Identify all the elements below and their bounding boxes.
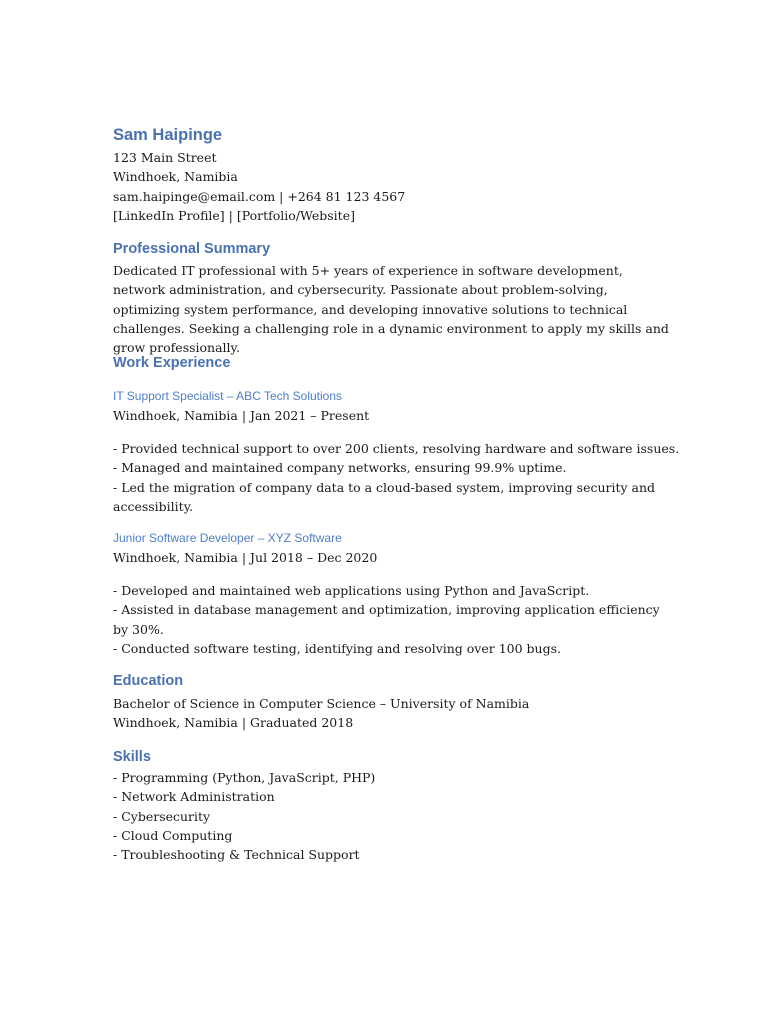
list-item: - Cybersecurity [113,808,211,824]
list-item: - Led the migration of company data to a cloud-based system, improving security and accessibility. [113,479,656,514]
job-bullets [113,581,673,658]
summary-paragraph: Dedicated IT professional with 5+ years of experience in software development, network administration, and cybersecurity. Passionate about problem-solving, optimizing system performance, and developing innovative solutions to technical challenges. Seeking a challenging role in a dynamic environment to apply my skills and grow professionally. [113,263,669,356]
contact-block [113,148,673,225]
list-item: - Assisted in database management and optimization, improving application efficiency by 30%. [113,602,660,637]
list-item: - Developed and maintained web applications using Python and JavaScript. [113,583,590,598]
education-meta: Windhoek, Namibia | Graduated 2018 [113,715,354,731]
summary-heading: Professional Summary [113,241,271,257]
job-meta [113,406,673,425]
contact-info: sam.haipinge@email.com | +264 81 123 4567 [113,188,406,204]
job-location-dates: Windhoek, Namibia | Jan 2021 – Present [113,408,370,423]
skills-heading: Skills [113,749,151,765]
summary-text [113,261,673,357]
list-item: - Programming (Python, JavaScript, PHP) [113,770,376,785]
list-item: - Conducted software testing, identifying and resolving over 100 bugs. [113,640,561,656]
street-address: 123 Main Street [113,150,217,165]
list-item: - Provided technical support to over 200 clients, resolving hardware and software issues. [113,441,680,456]
education-block [113,694,673,733]
job-bullets [113,439,680,516]
experience-heading: Work Experience [113,355,231,371]
job-meta [113,548,673,567]
skills-list [113,768,673,864]
list-item: - Troubleshooting & Technical Support [113,847,360,863]
degree: Bachelor of Science in Computer Science – University of Namibia [113,696,530,711]
resume-name: Sam Haipinge [113,126,223,144]
city-address: Windhoek, Namibia [113,169,238,185]
job-location-dates: Windhoek, Namibia | Jul 2018 – Dec 2020 [113,550,378,565]
profile-links: [LinkedIn Profile] | [Portfolio/Website] [113,207,355,223]
job-title: Junior Software Developer – XYZ Software [113,531,342,545]
education-heading: Education [113,673,184,689]
list-item: - Network Administration [113,789,275,805]
list-item: - Cloud Computing [113,827,233,843]
list-item: - Managed and maintained company networks, ensuring 99.9% uptime. [113,460,567,476]
job-title: IT Support Specialist – ABC Tech Solutions [113,389,343,403]
